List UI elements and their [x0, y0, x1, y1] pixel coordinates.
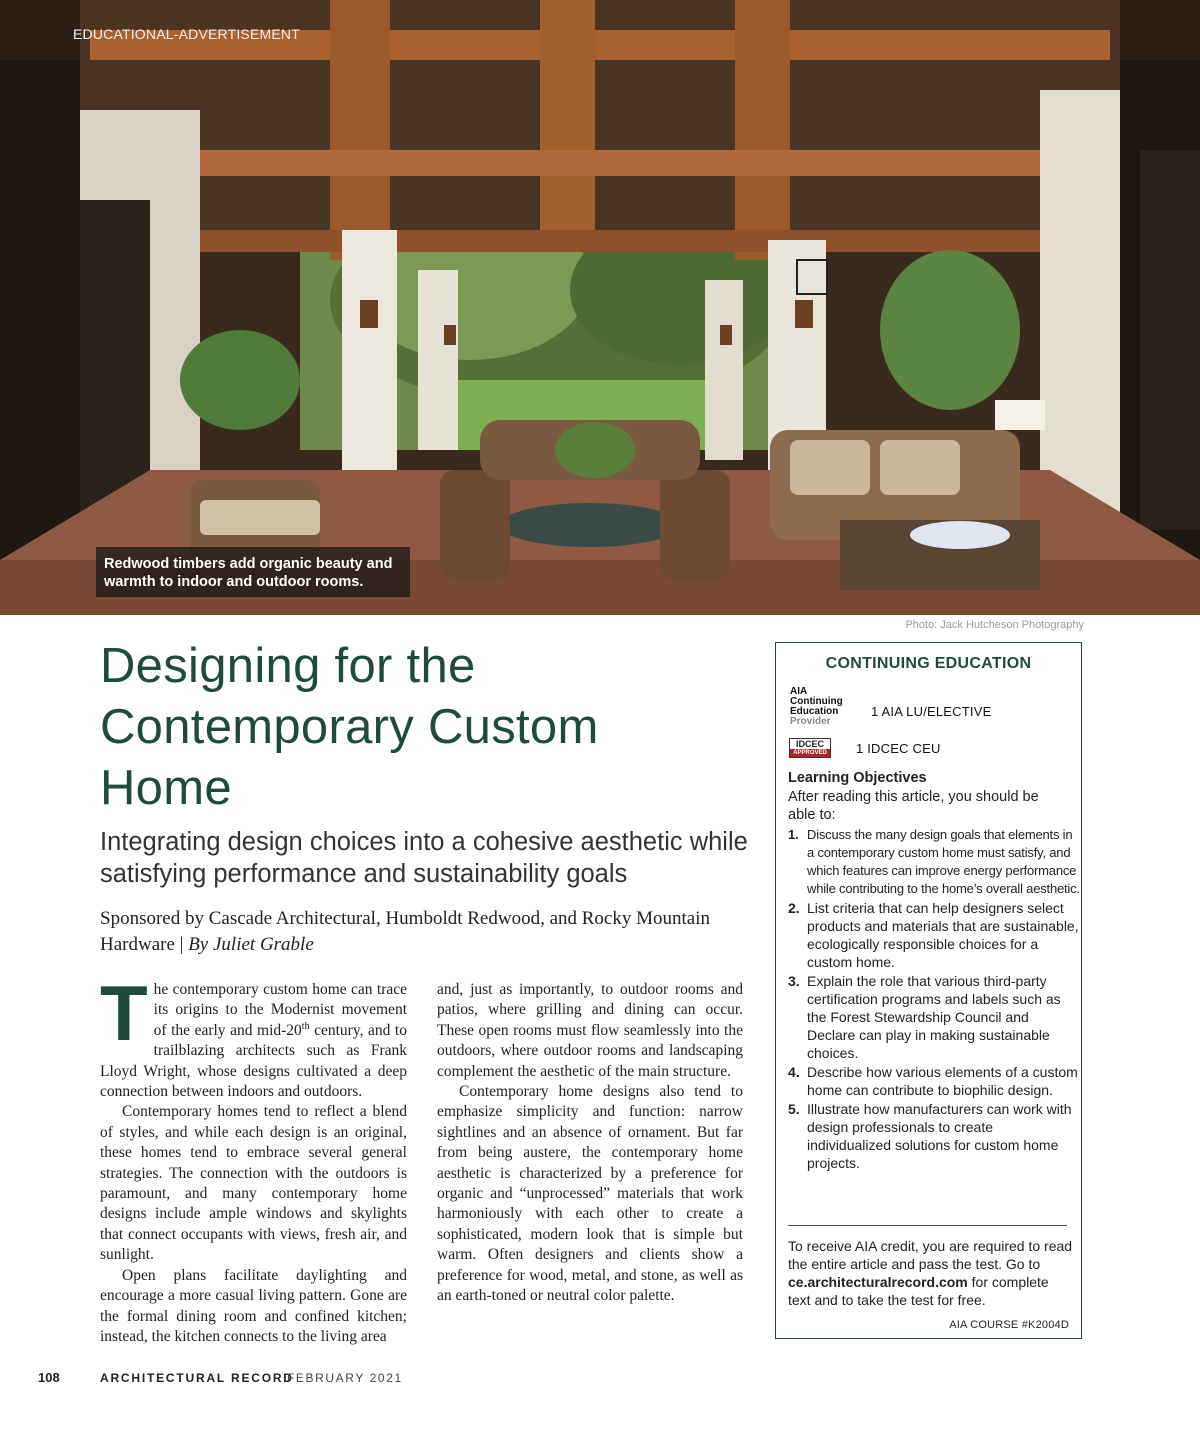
objectives-intro: After reading this article, you should be able to: [788, 789, 1039, 823]
objective-text: Illustrate how manufacturers can work with design professionals to create individualized solutions for custom home projects. [807, 1101, 1072, 1171]
drop-cap: T [100, 969, 148, 1057]
sponsor-text: Sponsored by Cascade Architectural, Humboldt Redwood, and Rocky Mountain Hardware | [100, 908, 711, 955]
objective-number: 1. [788, 827, 799, 842]
magazine-name: ARCHITECTURAL RECORD [100, 1371, 294, 1385]
objective-item [788, 1100, 1080, 1172]
objective-text: Discuss the many design goals that elements in a contemporary custom home must satisfy, and which features can improve energy performance while contributing to the home’s overall aesthetic. [807, 827, 1080, 896]
objective-item [788, 826, 1080, 898]
logo-text: APPROVED [790, 749, 830, 757]
instructions-text: for complete text and to take the test for free. [788, 1274, 1049, 1308]
body-paragraph: Contemporary homes tend to reflect a blend of styles, and while each design is an original, these homes tend to embrace several general strategies. The connection with the outdoors is paramount, and many contemporary home designs include ample windows and skylights that connect occupants with views, fresh air, and sunlight. [100, 1103, 407, 1264]
article-title: Designing for the Contemporary Custom Home [100, 639, 599, 815]
body-paragraph [100, 969, 407, 1102]
superscript: th [301, 1020, 310, 1032]
hero-photo [0, 0, 1200, 615]
body-column-2 [437, 980, 743, 1307]
patio-illustration [0, 0, 1200, 615]
photo-caption: Redwood timbers add organic beauty and warmth to indoor and outdoor rooms. [104, 556, 393, 590]
objective-item [788, 972, 1080, 1062]
course-number: AIA COURSE #K2004D [949, 1319, 1069, 1331]
objective-text: List criteria that can help designers select products and materials that are sustainable, ecologically responsible choices for a custom home. [807, 900, 1079, 970]
photo-caption-box [96, 547, 410, 597]
aia-provider-logo [790, 687, 850, 727]
logo-text: AIA [790, 686, 808, 697]
paragraph-text: century, and to trailblazing architects such as Frank Lloyd Wright, whose designs cultivated a deep connection between indoors and outdoors. [100, 1021, 407, 1101]
aia-credit: 1 AIA LU/ELECTIVE [871, 704, 992, 719]
objectives-list [788, 826, 1080, 1173]
idcec-credit: 1 IDCEC CEU [856, 741, 941, 756]
body-paragraph: and, just as importantly, to outdoor rooms and patios, where grilling and dining can occur. These open rooms must flow seamlessly into the outdoors, where outdoor rooms and landscaping complement the aesthetic of the main structure. [437, 981, 743, 1080]
body-column-1 [100, 969, 407, 1347]
issue-date: FEBRUARY 2021 [287, 1371, 403, 1385]
article-subtitle: Integrating design choices into a cohesive aesthetic while satisfying performance and sustainability goals [100, 828, 748, 888]
byline: By Juliet Grable [188, 934, 314, 955]
logo-text: Continuing [790, 696, 843, 707]
page-number: 108 [38, 1370, 60, 1385]
objective-text: Explain the role that various third-party certification programs and labels such as the Forest Stewardship Council and Declare can play in making sustainable choices. [807, 973, 1061, 1061]
objective-number: 4. [788, 1064, 800, 1080]
objectives-heading: Learning Objectives [788, 770, 927, 786]
objective-text: Describe how various elements of a custom home can contribute to biophilic design. [807, 1064, 1078, 1098]
divider [788, 1225, 1067, 1226]
continuing-education-box [775, 642, 1082, 1339]
ce-instructions [788, 1237, 1073, 1309]
ce-heading: CONTINUING EDUCATION [825, 655, 1032, 672]
objective-item [788, 1063, 1080, 1099]
ce-website-link[interactable]: ce.architecturalrecord.com [788, 1274, 968, 1290]
sponsor-line [100, 906, 740, 958]
body-paragraph: Open plans facilitate daylighting and encourage a more casual living pattern. Gone are the formal dining room and confined kitchen; instead, the kitchen connects to the living area [100, 1266, 407, 1345]
objective-item [788, 899, 1080, 971]
section-label: EDUCATIONAL-ADVERTISEMENT [73, 26, 300, 42]
objective-number: 2. [788, 900, 800, 916]
paragraph-text: he contemporary custom home can trace its origins to the Modernist movement of the early and mid-20 [153, 981, 407, 1039]
body-paragraph: Contemporary home designs also tend to emphasize simplicity and function: narrow sightlines and an absence of ornament. But far from being austere, the contemporary home aesthetic is characterized by a preference for organic and “unprocessed” materials that work harmoniously with each other to create a sophisticated, modern look that is simple but warm. Often designers and clients show a preference for wood, metal, and stone, as well as an earth-toned or neutral color palette. [437, 1083, 743, 1305]
logo-text: Education [790, 706, 839, 717]
logo-text: Provider [790, 716, 831, 727]
photo-credit: Photo: Jack Hutcheson Photography [905, 619, 1084, 631]
objective-number: 3. [788, 973, 800, 989]
logo-text: IDCEC [795, 739, 824, 749]
idcec-approved-logo [789, 738, 831, 758]
instructions-text: To receive AIA credit, you are required to read the entire article and pass the test. Go to [788, 1238, 1073, 1272]
objective-number: 5. [788, 1101, 800, 1117]
